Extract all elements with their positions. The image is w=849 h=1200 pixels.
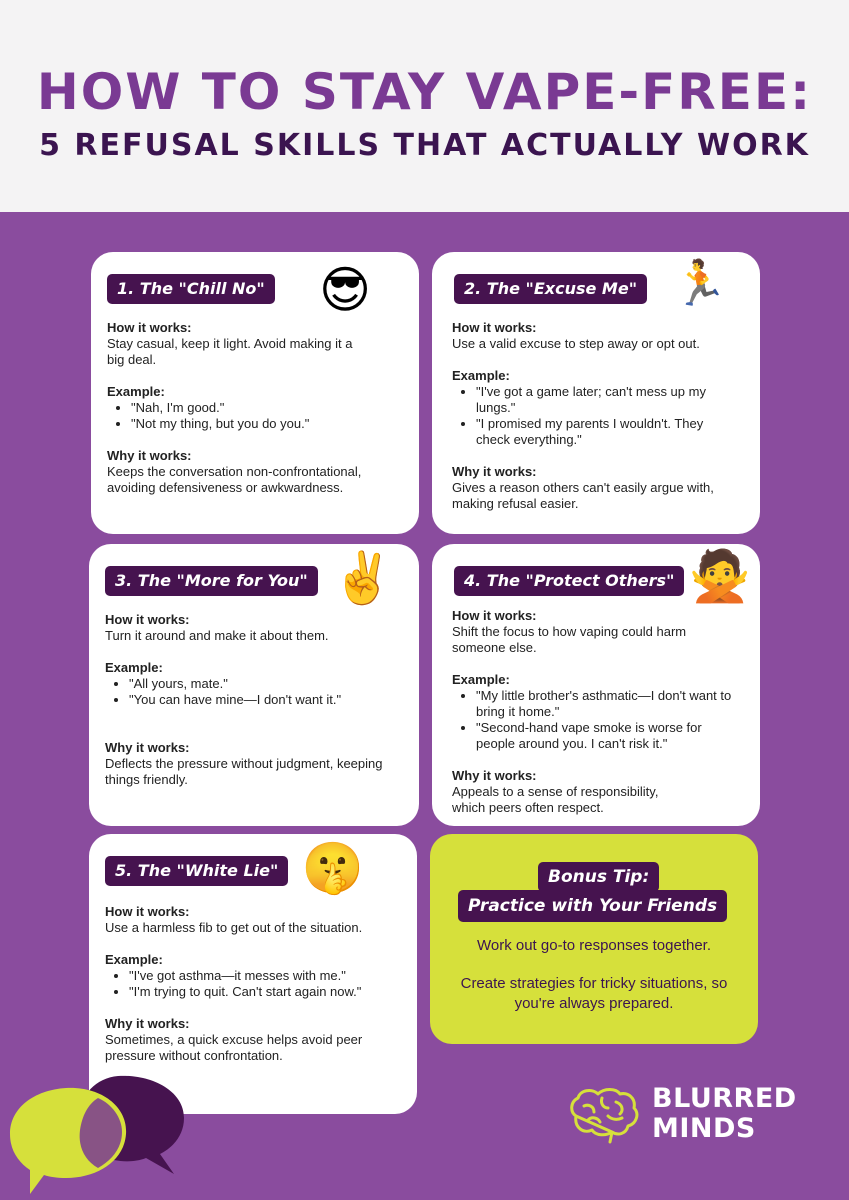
bonus-tip-label: Bonus Tip: xyxy=(538,862,659,892)
running-person-icon: 🏃 xyxy=(672,258,728,309)
how-label: How it works: xyxy=(107,320,192,335)
why-label: Why it works: xyxy=(105,1016,190,1031)
crossed-arms-person-icon: 🙅 xyxy=(688,547,752,605)
example-label: Example: xyxy=(107,384,165,399)
card-title: 5. The "White Lie" xyxy=(105,856,288,886)
sunglasses-face-icon: 😎 xyxy=(318,261,372,319)
card-excuse-me xyxy=(432,252,760,534)
example-item: • "Nah, I'm good." xyxy=(131,400,403,416)
example-item: • "Second-hand vape smoke is worse for people around you. I can't risk it." xyxy=(476,720,744,752)
why-text: Sometimes, a quick excuse helps avoid peer pressure without confrontation. xyxy=(105,1032,363,1063)
shushing-face-icon: 🤫 xyxy=(301,839,365,897)
bonus-tip-card xyxy=(430,834,758,1044)
card-chill-no xyxy=(91,252,419,534)
brand-logo-text xyxy=(652,1084,797,1144)
card-title: 4. The "Protect Others" xyxy=(454,566,684,596)
bonus-text-1: Work out go-to responses together. xyxy=(476,937,712,954)
logo-line-1: BLURRED xyxy=(652,1083,797,1114)
how-label: How it works: xyxy=(105,612,190,627)
card-protect-others xyxy=(432,544,760,826)
bonus-tip-title: Practice with Your Friends xyxy=(458,890,727,922)
why-text: Appeals to a sense of responsibility, which peers often respect. xyxy=(452,784,659,815)
why-label: Why it works: xyxy=(452,768,537,783)
card-more-for-you xyxy=(89,544,419,826)
example-item: • "Not my thing, but you do you." xyxy=(131,416,403,432)
how-label: How it works: xyxy=(452,608,537,623)
logo-line-2: MINDS xyxy=(652,1113,756,1144)
example-item: • "I've got a game later; can't mess up my lungs." xyxy=(476,384,714,416)
example-item: • "My little brother's asthmatic—I don't want to bring it home." xyxy=(476,688,744,720)
speech-bubbles-icon xyxy=(0,1070,200,1200)
header xyxy=(0,0,849,212)
bonus-text-2: Create strategies for tricky situations, so you're always prepared. xyxy=(460,975,728,1012)
how-text: Shift the focus to how vaping could harm someone else. xyxy=(452,624,687,655)
card-title: 3. The "More for You" xyxy=(105,566,318,596)
example-item: • "I've got asthma—it messes with me." xyxy=(129,968,401,984)
why-text: Deflects the pressure without judgment, keeping things friendly. xyxy=(105,756,383,787)
example-item: • "I'm trying to quit. Can't start again now." xyxy=(129,984,401,1000)
peace-hand-icon: ✌️ xyxy=(331,549,395,607)
card-title: 2. The "Excuse Me" xyxy=(454,274,647,304)
how-label: How it works: xyxy=(452,320,537,335)
how-label: How it works: xyxy=(105,904,190,919)
page-subtitle: 5 REFUSAL SKILLS THAT ACTUALLY WORK xyxy=(39,128,810,163)
example-item: • "You can have mine—I don't want it." xyxy=(129,692,403,708)
example-label: Example: xyxy=(105,660,163,675)
why-text: Keeps the conversation non-confrontational, avoiding defensiveness or awkwardness. xyxy=(107,464,362,495)
why-label: Why it works: xyxy=(107,448,192,463)
card-title: 1. The "Chill No" xyxy=(107,274,275,304)
how-text: Turn it around and make it about them. xyxy=(105,628,329,643)
how-text: Stay casual, keep it light. Avoid making it a big deal. xyxy=(107,336,353,367)
example-item: • "All yours, mate." xyxy=(129,676,403,692)
example-label: Example: xyxy=(105,952,163,967)
example-item: • "I promised my parents I wouldn't. They check everything." xyxy=(476,416,714,448)
example-label: Example: xyxy=(452,368,510,383)
why-label: Why it works: xyxy=(105,740,190,755)
page-title: HOW TO STAY VAPE-FREE: xyxy=(36,63,813,121)
how-text: Use a valid excuse to step away or opt out. xyxy=(452,336,700,351)
how-text: Use a harmless fib to get out of the situation. xyxy=(105,920,363,935)
brain-icon xyxy=(566,1086,640,1144)
why-text: Gives a reason others can't easily argue with, making refusal easier. xyxy=(452,480,714,511)
why-label: Why it works: xyxy=(452,464,537,479)
example-label: Example: xyxy=(452,672,510,687)
